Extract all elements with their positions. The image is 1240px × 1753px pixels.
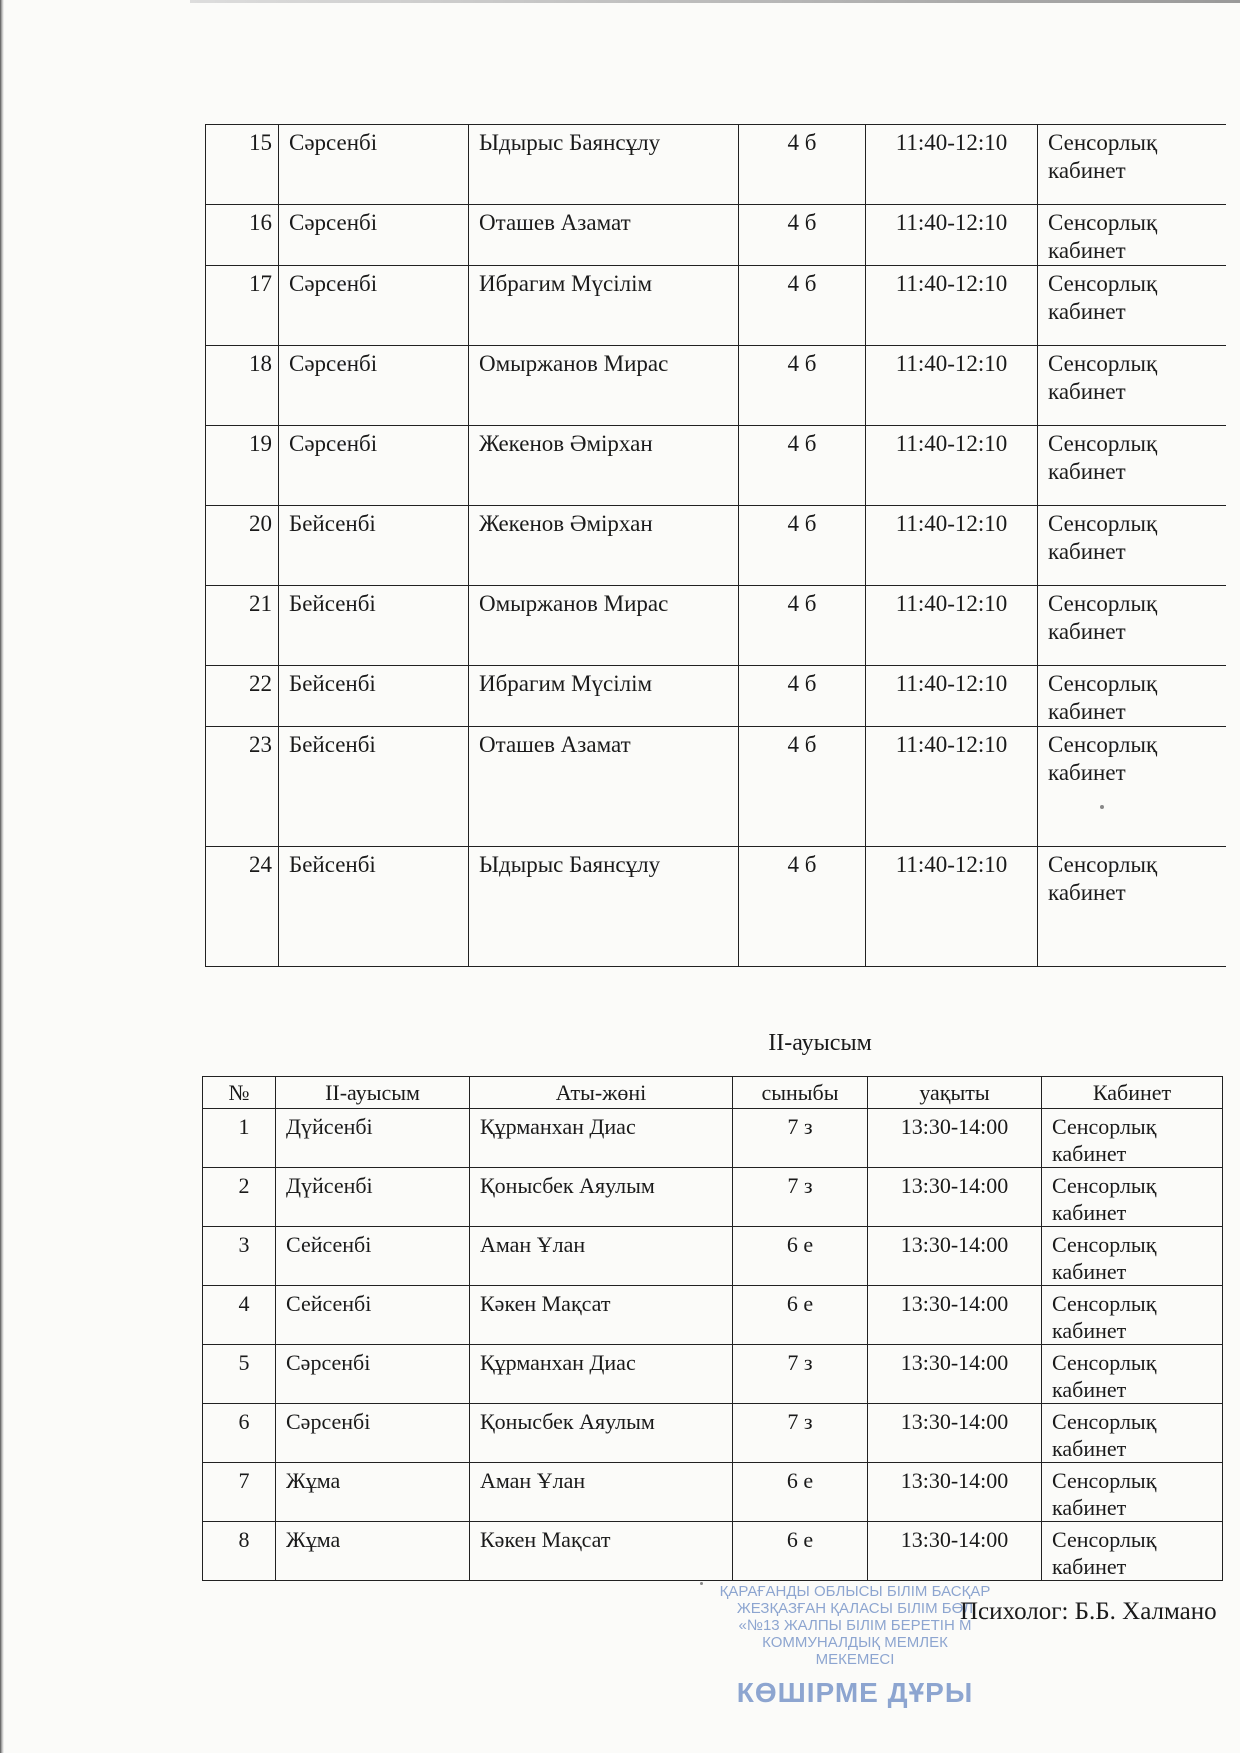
stamp-line: «№13 ЖАЛПЫ БІЛІМ БЕРЕТІН М — [738, 1617, 972, 1634]
cell-cabinet: Сенсорлық кабинет — [1042, 1463, 1223, 1522]
cell-class: 6 е — [733, 1227, 868, 1286]
header-time: уақыты — [868, 1077, 1042, 1109]
cell-time: 11:40-12:10 — [866, 586, 1038, 666]
cell-day: Сәрсенбі — [279, 266, 469, 346]
cell-time: 11:40-12:10 — [866, 847, 1038, 967]
cell-name: Оташев Азамат — [469, 205, 739, 266]
cell-number: 3 — [203, 1227, 276, 1286]
cell-class: 4 б — [739, 847, 866, 967]
cell-cabinet: Сенсорлық кабинет — [1038, 205, 1226, 266]
stamp-line: МЕКЕМЕСІ — [815, 1651, 895, 1668]
cell-class: 4 б — [739, 266, 866, 346]
cell-name: Кәкен Мақсат — [470, 1286, 733, 1345]
cell-time: 11:40-12:10 — [866, 266, 1038, 346]
cell-time: 13:30-14:00 — [868, 1522, 1042, 1581]
cell-number: 24 — [206, 847, 279, 967]
cell-cabinet: Сенсорлық кабинет — [1042, 1168, 1223, 1227]
stamp-line: ЖЕЗҚАЗҒАН ҚАЛАСЫ БІЛІМ БӨЛ — [736, 1600, 974, 1617]
cell-number: 20 — [206, 506, 279, 586]
schedule-table-body — [206, 125, 1226, 967]
cell-class: 4 б — [739, 125, 866, 205]
cell-class: 7 з — [733, 1168, 868, 1227]
table-row — [206, 666, 1226, 727]
cell-time: 11:40-12:10 — [866, 727, 1038, 847]
table-row — [203, 1404, 1223, 1463]
cell-name: Кәкен Мақсат — [470, 1522, 733, 1581]
cell-cabinet: Сенсорлық кабинет — [1038, 727, 1226, 847]
cell-number: 16 — [206, 205, 279, 266]
cell-class: 4 б — [739, 205, 866, 266]
table-row — [206, 847, 1226, 967]
table-header-row — [203, 1077, 1223, 1109]
stamp-line: КОММУНАЛДЫҚ МЕМЛЕК — [762, 1634, 948, 1651]
cell-class: 6 е — [733, 1463, 868, 1522]
cell-name: Құрманхан Диас — [470, 1345, 733, 1404]
cell-cabinet: Сенсорлық кабинет — [1038, 426, 1226, 506]
cell-time: 13:30-14:00 — [868, 1286, 1042, 1345]
cell-day: Сәрсенбі — [279, 426, 469, 506]
cell-number: 23 — [206, 727, 279, 847]
cell-time: 13:30-14:00 — [868, 1404, 1042, 1463]
header-name: Аты-жөні — [470, 1077, 733, 1109]
table-row — [203, 1463, 1223, 1522]
cell-name: Қонысбек Аяулым — [470, 1168, 733, 1227]
cell-class: 7 з — [733, 1109, 868, 1168]
cell-name: Ибрагим Мүсілім — [469, 666, 739, 727]
cell-day: Бейсенбі — [279, 666, 469, 727]
cell-number: 7 — [203, 1463, 276, 1522]
cell-name: Жекенов Әмірхан — [469, 506, 739, 586]
table-row — [203, 1168, 1223, 1227]
psychologist-signature: Психолог: Б.Б. Халмано — [960, 1598, 1217, 1625]
cell-class: 4 б — [739, 346, 866, 426]
cell-cabinet: Сенсорлық кабинет — [1038, 266, 1226, 346]
cell-day: Сейсенбі — [276, 1227, 470, 1286]
table-row — [203, 1522, 1223, 1581]
cell-class: 6 е — [733, 1286, 868, 1345]
cell-number: 18 — [206, 346, 279, 426]
cell-day: Сәрсенбі — [279, 346, 469, 426]
schedule-table-body — [203, 1109, 1223, 1581]
header-number: № — [203, 1077, 276, 1109]
cell-name: Омыржанов Мирас — [469, 346, 739, 426]
cell-time: 13:30-14:00 — [868, 1109, 1042, 1168]
cell-day: Бейсенбі — [279, 506, 469, 586]
cell-time: 13:30-14:00 — [868, 1345, 1042, 1404]
cell-day: Жұма — [276, 1522, 470, 1581]
table-row — [206, 727, 1226, 847]
table-row — [203, 1109, 1223, 1168]
cell-day: Бейсенбі — [279, 727, 469, 847]
cell-name: Аман Ұлан — [470, 1227, 733, 1286]
table-row — [206, 125, 1226, 205]
cell-day: Дүйсенбі — [276, 1109, 470, 1168]
cell-class: 4 б — [739, 506, 866, 586]
header-cabinet: Кабинет — [1042, 1077, 1223, 1109]
schedule-table-shift-1 — [205, 124, 1226, 967]
cell-day: Сәрсенбі — [276, 1404, 470, 1463]
cell-class: 6 е — [733, 1522, 868, 1581]
cell-name: Қонысбек Аяулым — [470, 1404, 733, 1463]
table-row — [203, 1227, 1223, 1286]
cell-number: 4 — [203, 1286, 276, 1345]
table-row — [206, 426, 1226, 506]
scan-speck — [1100, 805, 1104, 809]
scan-speck — [700, 1582, 703, 1585]
cell-name: Ыдырыс Баянсұлу — [469, 847, 739, 967]
cell-day: Сәрсенбі — [279, 205, 469, 266]
cell-number: 17 — [206, 266, 279, 346]
stamp-line: ҚАРАҒАНДЫ ОБЛЫСЫ БІЛІМ БАСҚАР — [719, 1583, 991, 1600]
cell-name: Ыдырыс Баянсұлу — [469, 125, 739, 205]
cell-day: Бейсенбі — [279, 586, 469, 666]
cell-cabinet: Сенсорлық кабинет — [1038, 346, 1226, 426]
scan-edge — [0, 0, 4, 1753]
cell-time: 11:40-12:10 — [866, 125, 1038, 205]
cell-class: 4 б — [739, 586, 866, 666]
cell-cabinet: Сенсорлық кабинет — [1042, 1345, 1223, 1404]
cell-class: 7 з — [733, 1345, 868, 1404]
cell-name: Құрманхан Диас — [470, 1109, 733, 1168]
cell-time: 13:30-14:00 — [868, 1227, 1042, 1286]
cell-class: 4 б — [739, 727, 866, 847]
cell-name: Жекенов Әмірхан — [469, 426, 739, 506]
cell-time: 11:40-12:10 — [866, 666, 1038, 727]
cell-number: 19 — [206, 426, 279, 506]
table-row — [206, 266, 1226, 346]
cell-name: Ибрагим Мүсілім — [469, 266, 739, 346]
cell-day: Сәрсенбі — [276, 1345, 470, 1404]
cell-cabinet: Сенсорлық кабинет — [1042, 1522, 1223, 1581]
cell-number: 1 — [203, 1109, 276, 1168]
cell-day: Сейсенбі — [276, 1286, 470, 1345]
cell-time: 13:30-14:00 — [868, 1463, 1042, 1522]
cell-name: Оташев Азамат — [469, 727, 739, 847]
table-row — [203, 1345, 1223, 1404]
cell-cabinet: Сенсорлық кабинет — [1038, 586, 1226, 666]
cell-time: 11:40-12:10 — [866, 346, 1038, 426]
cell-cabinet: Сенсорлық кабинет — [1042, 1227, 1223, 1286]
cell-day: Бейсенбі — [279, 847, 469, 967]
cell-number: 21 — [206, 586, 279, 666]
cell-number: 22 — [206, 666, 279, 727]
cell-cabinet: Сенсорлық кабинет — [1042, 1404, 1223, 1463]
table-row — [206, 506, 1226, 586]
cell-number: 5 — [203, 1345, 276, 1404]
cell-number: 8 — [203, 1522, 276, 1581]
table-row — [203, 1286, 1223, 1345]
cell-day: Сәрсенбі — [279, 125, 469, 205]
cell-class: 4 б — [739, 666, 866, 727]
table-row — [206, 586, 1226, 666]
cell-time: 13:30-14:00 — [868, 1168, 1042, 1227]
stamp-copy-correct: КӨШІРМЕ ДҰРЫ — [736, 1677, 974, 1708]
table-row — [206, 346, 1226, 426]
cell-cabinet: Сенсорлық кабинет — [1038, 506, 1226, 586]
cell-day: Жұма — [276, 1463, 470, 1522]
header-class: сыныбы — [733, 1077, 868, 1109]
cell-class: 4 б — [739, 426, 866, 506]
table-row — [206, 205, 1226, 266]
cell-time: 11:40-12:10 — [866, 426, 1038, 506]
cell-number: 6 — [203, 1404, 276, 1463]
cell-cabinet: Сенсорлық кабинет — [1038, 666, 1226, 727]
cell-number: 15 — [206, 125, 279, 205]
cell-time: 11:40-12:10 — [866, 205, 1038, 266]
cell-time: 11:40-12:10 — [866, 506, 1038, 586]
schedule-table-shift-2 — [202, 1076, 1223, 1581]
cell-cabinet: Сенсорлық кабинет — [1038, 125, 1226, 205]
cell-class: 7 з — [733, 1404, 868, 1463]
cell-day: Дүйсенбі — [276, 1168, 470, 1227]
cell-cabinet: Сенсорлық кабинет — [1038, 847, 1226, 967]
cell-name: Омыржанов Мирас — [469, 586, 739, 666]
section-title: II-ауысым — [768, 1030, 872, 1056]
scan-edge-top — [190, 0, 1240, 3]
header-shift: II-ауысым — [276, 1077, 470, 1109]
cell-cabinet: Сенсорлық кабинет — [1042, 1109, 1223, 1168]
cell-cabinet: Сенсорлық кабинет — [1042, 1286, 1223, 1345]
cell-name: Аман Ұлан — [470, 1463, 733, 1522]
cell-number: 2 — [203, 1168, 276, 1227]
